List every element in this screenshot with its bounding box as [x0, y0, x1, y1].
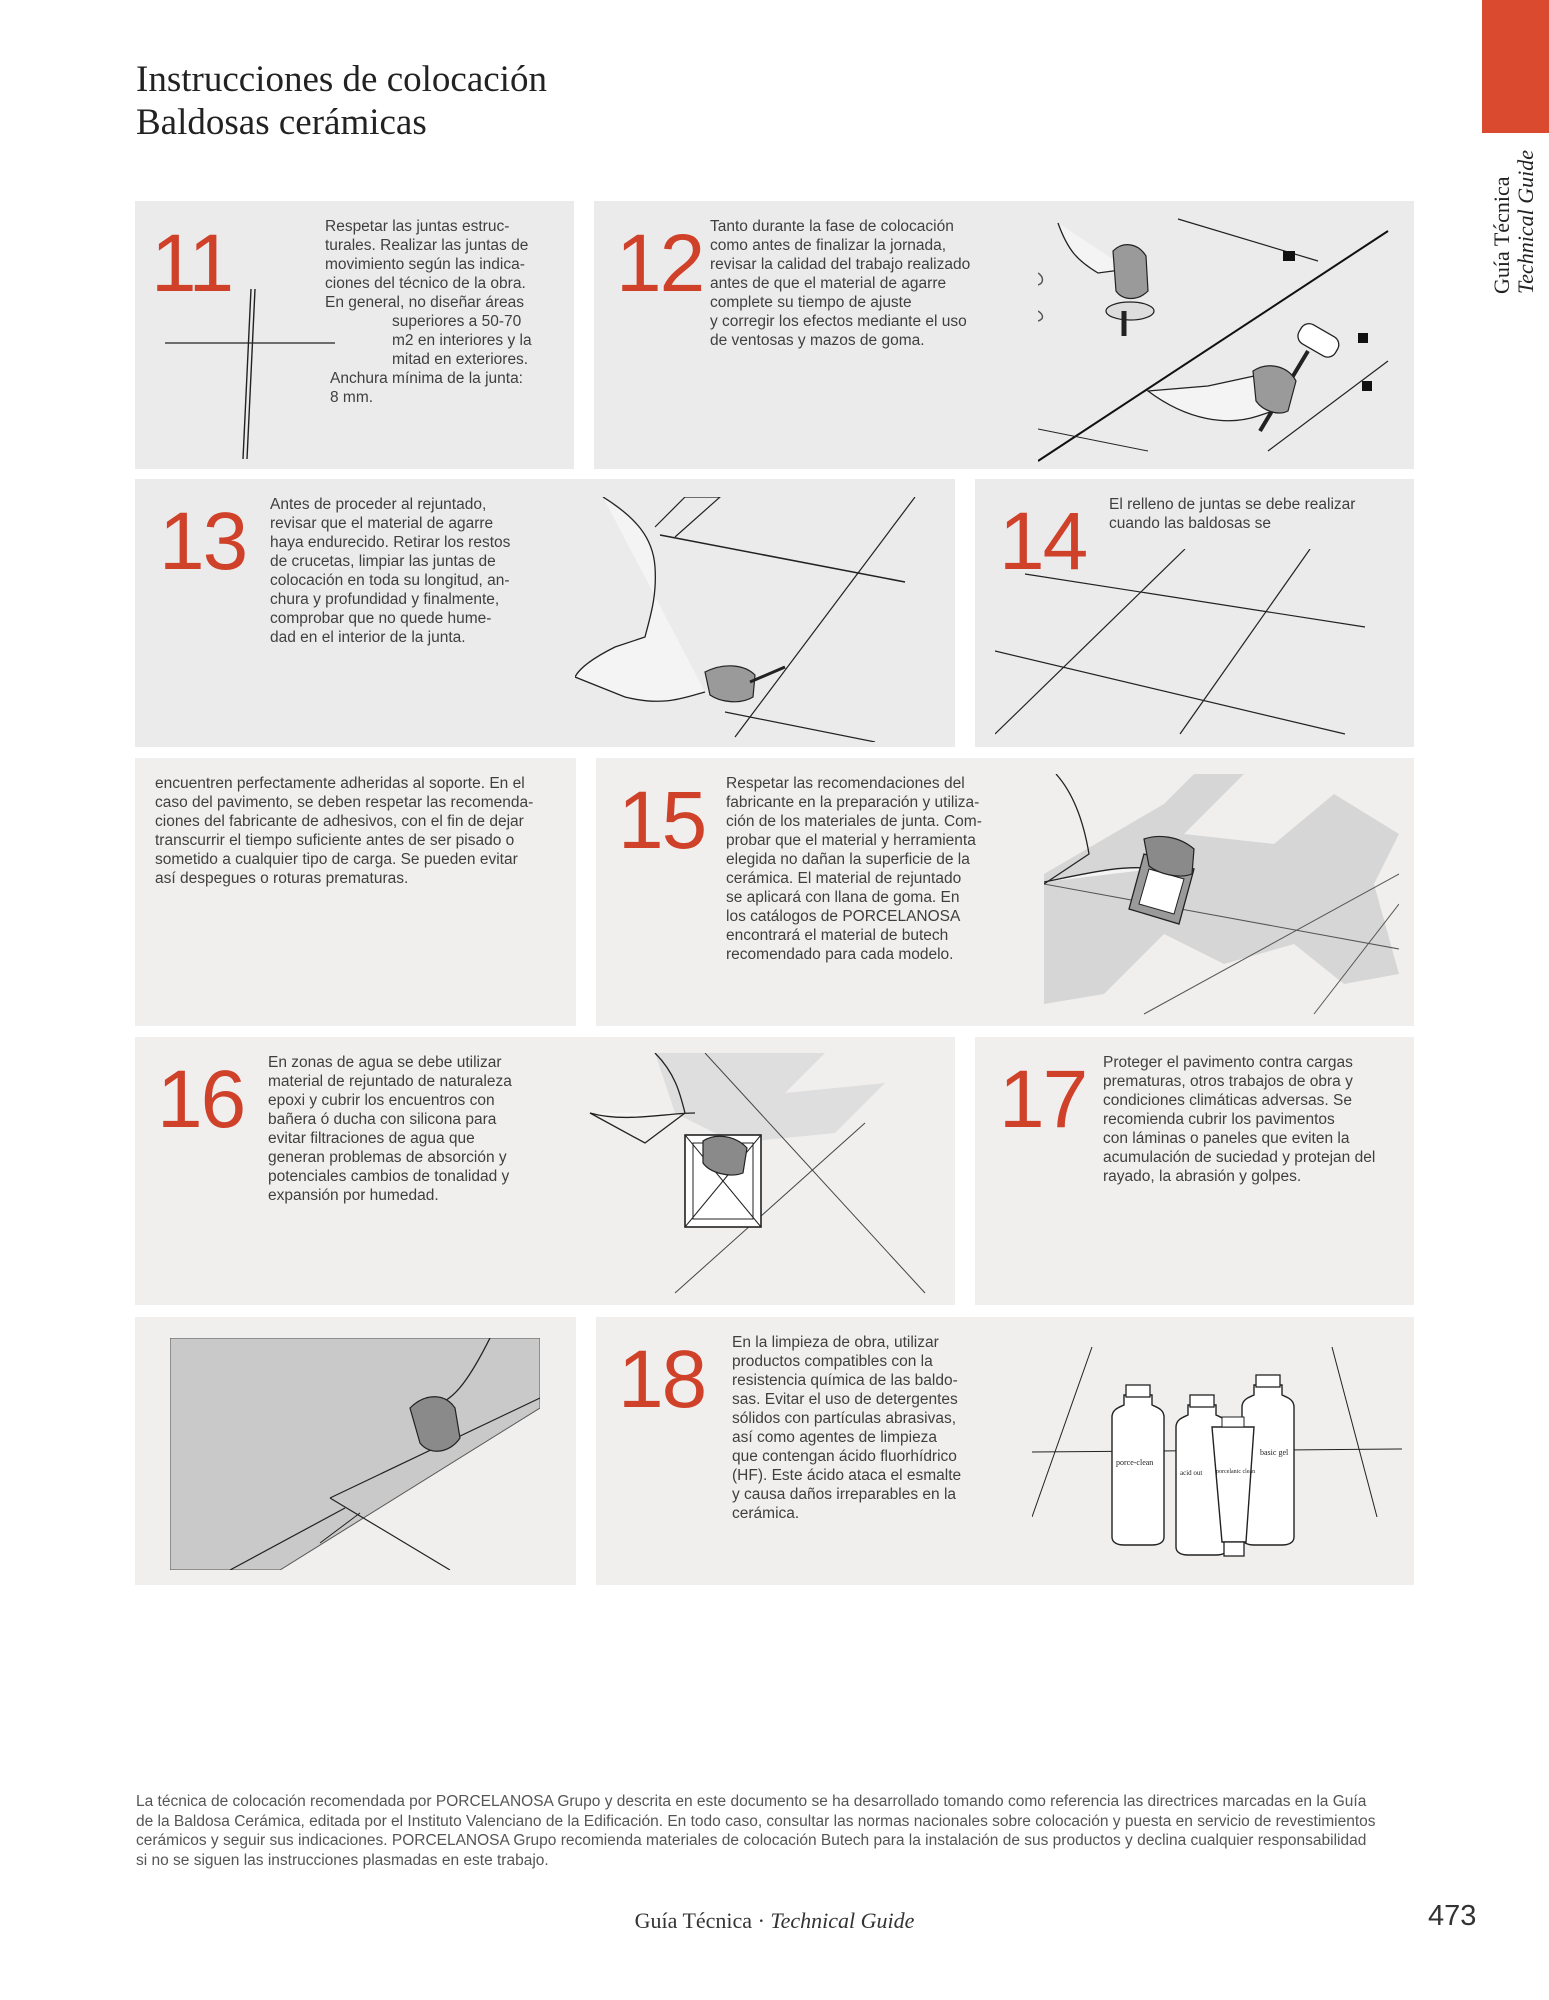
- text-line: Proteger el pavimento contra cargas: [1103, 1054, 1353, 1071]
- text-line: epoxi y cubrir los encuentros con: [268, 1092, 495, 1109]
- step-number: 11: [151, 218, 233, 309]
- text-line: cerámica.: [732, 1505, 800, 1522]
- text-line: expansión por humedad.: [268, 1187, 439, 1204]
- text-line: los catálogos de PORCELANOSA: [726, 908, 961, 925]
- text-line: que contengan ácido fluorhídrico: [732, 1448, 957, 1465]
- text-line: encuentren perfectamente adheridas al soporte. En el: [155, 775, 525, 792]
- text-line: antes de que el material de agarre: [710, 275, 947, 292]
- text-line: de la Baldosa Cerámica, editada por el Instituto Valenciano de la Edificación. En todo caso, consultar las normas nacionales sobre colocación y puesta en servicio de revestimientos: [136, 1812, 1376, 1830]
- step-number: 14: [999, 496, 1087, 587]
- side-label: [1478, 140, 1548, 300]
- epoxy-float-illustration: [585, 1053, 945, 1298]
- text-line: sólidos con partículas abrasivas,: [732, 1410, 957, 1427]
- text-line: cerámica. El material de rejuntado: [726, 870, 962, 887]
- side-label-es: Guía Técnica: [1489, 176, 1514, 294]
- text-line: así como agentes de limpieza: [732, 1429, 938, 1446]
- text-line: comprobar que no quede hume-: [270, 610, 492, 627]
- step-12-text: [710, 217, 1000, 350]
- title-line-2: Baldosas cerámicas: [136, 102, 427, 143]
- tube-label: porcelanic clean: [1216, 1469, 1256, 1475]
- text-line: En zonas de agua se debe utilizar: [268, 1054, 502, 1071]
- text-line: caso del pavimento, se deben respetar las recomenda-: [155, 794, 534, 811]
- joint-cleaning-illustration: [575, 497, 945, 742]
- text-line: resistencia química de las baldo-: [732, 1372, 958, 1389]
- step-17-panel: [975, 1037, 1414, 1305]
- joint-cross-illustration: [165, 281, 345, 461]
- step-14-continued-text: [155, 774, 565, 888]
- text-line: (HF). Este ácido ataca el esmalte: [732, 1467, 962, 1484]
- text-line: En general, no diseñar áreas: [325, 294, 525, 311]
- text-line: turales. Realizar las juntas de: [325, 237, 529, 254]
- step-number: 18: [618, 1334, 706, 1425]
- text-line: En la limpieza de obra, utilizar: [732, 1334, 939, 1351]
- step-number: 15: [618, 775, 706, 866]
- text-line: cuando las baldosas se: [1109, 515, 1272, 532]
- text-line: Tanto durante la fase de colocación: [710, 218, 954, 235]
- text-line: 8 mm.: [330, 389, 374, 406]
- text-line: ciones del técnico de la obra.: [325, 275, 526, 292]
- step-14-panel: [975, 479, 1414, 747]
- text-line: de ventosas y mazos de goma.: [710, 332, 925, 349]
- step-18-panel: [596, 1317, 1414, 1585]
- step-18-text: [732, 1333, 1012, 1523]
- text-line: ciones del fabricante de adhesivos, con el fin de dejar: [155, 813, 524, 830]
- step-11-panel: [135, 201, 574, 469]
- side-label-en: Technical Guide: [1513, 150, 1538, 294]
- text-line: ción de los materiales de junta. Com-: [726, 813, 982, 830]
- title-line-1: Instrucciones de colocación: [136, 59, 547, 100]
- bottle-label: basic gel: [1260, 1448, 1289, 1457]
- text-line: evitar filtraciones de agua que: [268, 1130, 475, 1147]
- step-16-text: [268, 1053, 558, 1205]
- text-line: recomienda cubrir los pavimentos: [1103, 1111, 1335, 1128]
- text-line: dad en el interior de la junta.: [270, 629, 466, 646]
- step-16-panel: [135, 1037, 955, 1305]
- step-13-text: [270, 495, 550, 647]
- bottle-label: porce-clean: [1116, 1458, 1154, 1467]
- text-line: prematuras, otros trabajos de obra y: [1103, 1073, 1353, 1090]
- footer-disclaimer: [136, 1792, 1414, 1870]
- text-line: y causa daños irreparables en la: [732, 1486, 957, 1503]
- text-line: y corregir los efectos mediante el uso: [710, 313, 967, 330]
- text-line: así despegues o roturas prematuras.: [155, 870, 409, 887]
- text-line: Anchura mínima de la junta:: [330, 370, 523, 387]
- grout-float-illustration: [1044, 774, 1399, 1019]
- step-number: 13: [159, 496, 247, 587]
- text-line: mitad en exteriores.: [392, 351, 529, 368]
- step-15-panel: [596, 758, 1414, 1026]
- page-title: [136, 58, 547, 144]
- step-13-panel: [135, 479, 955, 747]
- text-line: haya endurecido. Retirar los restos: [270, 534, 511, 551]
- text-line: potenciales cambios de tonalidad y: [268, 1168, 510, 1185]
- text-line: elegida no dañan la superficie de la: [726, 851, 970, 868]
- text-line: movimiento según las indica-: [325, 256, 525, 273]
- text-line: bañera ó ducha con silicona para: [268, 1111, 497, 1128]
- step-number: 17: [999, 1054, 1087, 1145]
- text-line: chura y profundidad y finalmente,: [270, 591, 500, 608]
- text-line: recomendado para cada modelo.: [726, 946, 954, 963]
- text-line: revisar la calidad del trabajo realizado: [710, 256, 971, 273]
- text-line: productos compatibles con la: [732, 1353, 933, 1370]
- text-line: Antes de proceder al rejuntado,: [270, 496, 487, 513]
- running-footer-en: Technical Guide: [770, 1908, 915, 1933]
- text-line: sometido a cualquier tipo de carga. Se pueden evitar: [155, 851, 518, 868]
- text-line: fabricante en la preparación y utiliza-: [726, 794, 980, 811]
- text-line: transcurrir el tiempo suficiente antes de ser pisado o: [155, 832, 515, 849]
- step-17-illustration-panel: [135, 1317, 576, 1585]
- step-12-panel: [594, 201, 1414, 469]
- step-number: 16: [157, 1054, 245, 1145]
- text-line: si no se siguen las instrucciones plasmadas en este trabajo.: [136, 1851, 549, 1869]
- protection-sheet-illustration: [170, 1338, 540, 1570]
- step-14-continuation-panel: [135, 758, 576, 1026]
- step-17-text: [1103, 1053, 1403, 1186]
- text-line: probar que el material y herramienta: [726, 832, 976, 849]
- step-number: 12: [616, 218, 704, 309]
- text-line: se aplicará con llana de goma. En: [726, 889, 960, 906]
- text-line: El relleno de juntas se debe realizar: [1109, 496, 1356, 513]
- text-line: revisar que el material de agarre: [270, 515, 494, 532]
- cleaning-products-illustration: [1032, 1337, 1402, 1577]
- text-line: Respetar las juntas estruc-: [325, 218, 510, 235]
- text-line: de crucetas, limpiar las juntas de: [270, 553, 496, 570]
- text-line: condiciones climáticas adversas. Se: [1103, 1092, 1352, 1109]
- text-line: Respetar las recomendaciones del: [726, 775, 965, 792]
- running-footer: [0, 1908, 1549, 1934]
- text-line: sas. Evitar el uso de detergentes: [732, 1391, 958, 1408]
- text-line: encontrará el material de butech: [726, 927, 949, 944]
- text-line: colocación en toda su longitud, an-: [270, 572, 510, 589]
- running-footer-separator: ·: [752, 1908, 771, 1933]
- step-11-text: [325, 217, 565, 407]
- text-line: con láminas o paneles que eviten la: [1103, 1130, 1350, 1147]
- text-line: material de rejuntado de naturaleza: [268, 1073, 512, 1090]
- text-line: complete su tiempo de ajuste: [710, 294, 912, 311]
- suction-cup-mallet-illustration: [1038, 211, 1408, 466]
- text-line: rayado, la abrasión y golpes.: [1103, 1168, 1302, 1185]
- text-line: generan problemas de absorción y: [268, 1149, 507, 1166]
- text-line: La técnica de colocación recomendada por PORCELANOSA Grupo y descrita en este documento se ha desarrollado tomando como referencia las directrices marcadas en la Guía: [136, 1793, 1367, 1810]
- running-footer-es: Guía Técnica: [634, 1908, 753, 1933]
- text-line: acumulación de suciedad y protejan del: [1103, 1149, 1376, 1166]
- text-line: como antes de finalizar la jornada,: [710, 237, 947, 254]
- step-14-text: [1109, 495, 1399, 533]
- text-line: m2 en interiores y la: [392, 332, 532, 349]
- page-number: 473: [1428, 1900, 1477, 1932]
- bottle-label: acid out: [1180, 1469, 1203, 1477]
- step-15-text: [726, 774, 1016, 964]
- text-line: superiores a 50-70: [392, 313, 522, 330]
- text-line: cerámicos y seguir sus indicaciones. PORCELANOSA Grupo recomienda materiales de colocación Butech para la instalación de sus productos y declina cualquier responsabilidad: [136, 1832, 1367, 1849]
- section-tab: [1482, 0, 1549, 133]
- tile-grid-illustration: [995, 549, 1395, 739]
